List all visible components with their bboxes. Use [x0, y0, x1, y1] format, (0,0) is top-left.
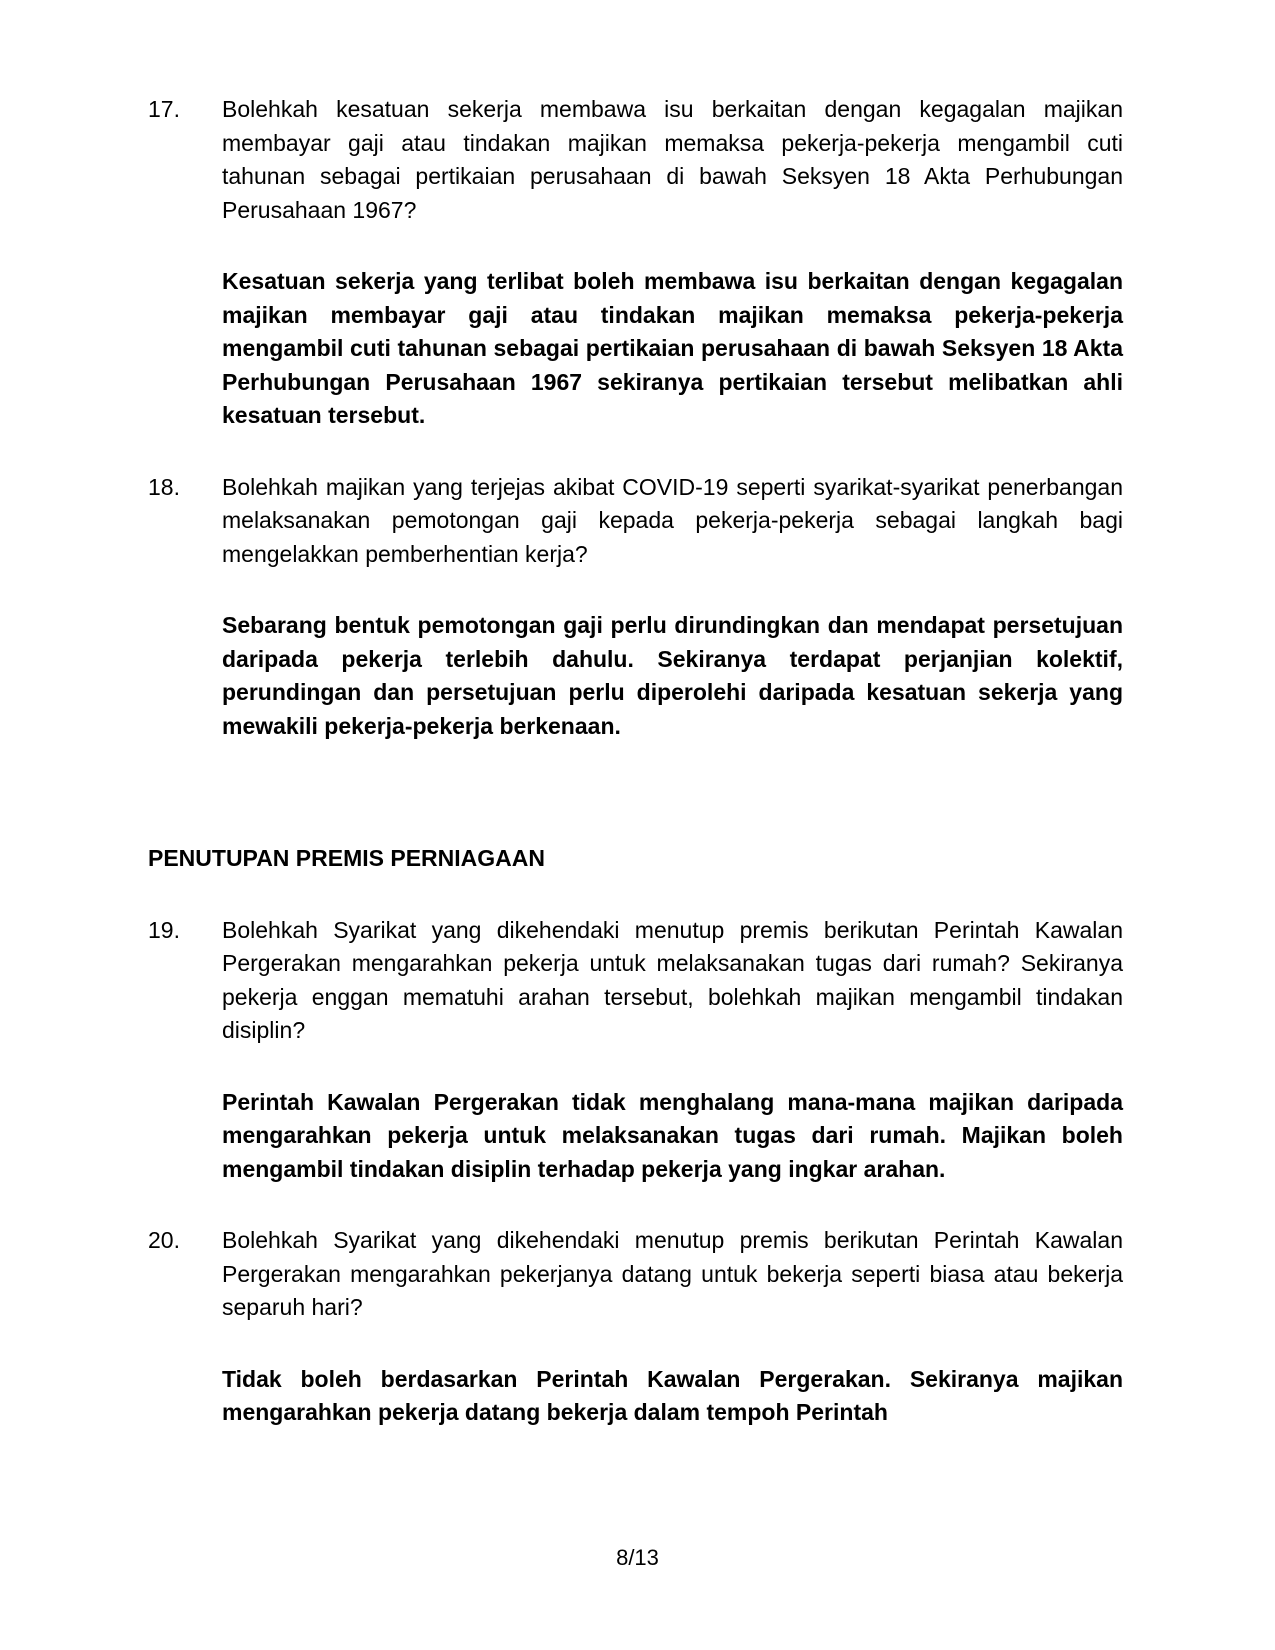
qa-item-18	[148, 471, 1123, 572]
question-text: Bolehkah Syarikat yang dikehendaki menutup premis berikutan Perintah Kawalan Pergerakan mengarahkan pekerja untuk melaksanakan tugas dari rumah? Sekiranya pekerja enggan mematuhi arahan tersebut, bolehkah majikan mengambil tindakan disiplin?	[222, 916, 1123, 1043]
question-number: 17.	[148, 96, 180, 122]
qa-item-17	[148, 93, 1123, 227]
qa-item-20	[148, 1224, 1123, 1325]
question-text: Bolehkah kesatuan sekerja membawa isu berkaitan dengan kegagalan majikan membayar gaji atau tindakan majikan memaksa pekerja-pekerja mengambil cuti tahunan sebagai pertikaian perusahaan di bawah Seksyen 18 Akta Perhubungan Perusahaan 1967?	[222, 96, 1123, 223]
qa-item-19	[148, 914, 1123, 1048]
answer-text: Sebarang bentuk pemotongan gaji perlu dirundingkan dan mendapat persetujuan daripada pekerja terlebih dahulu. Sekiranya terdapat perjanjian kolektif, perundingan dan persetujuan perlu diperolehi daripada kesatuan sekerja yang mewakili pekerja-pekerja berkenaan.	[222, 612, 1123, 739]
question-text: Bolehkah majikan yang terjejas akibat COVID-19 seperti syarikat-syarikat penerbangan melaksanakan pemotongan gaji kepada pekerja-pekerja sebagai langkah bagi mengelakkan pemberhentian kerja?	[222, 473, 1123, 567]
answer-text: Perintah Kawalan Pergerakan tidak menghalang mana-mana majikan daripada mengarahkan pekerja untuk melaksanakan tugas dari rumah. Majikan boleh mengambil tindakan disiplin terhadap pekerja yang ingkar arahan.	[222, 1088, 1123, 1182]
question-number: 18.	[148, 473, 180, 500]
section-heading: PENUTUPAN PREMIS PERNIAGAAN	[148, 845, 545, 871]
question-number: 19.	[148, 916, 180, 943]
document-body	[148, 93, 1123, 1468]
page-number: 8/13	[616, 1545, 659, 1570]
question-number: 20.	[148, 1227, 180, 1253]
question-text: Bolehkah Syarikat yang dikehendaki menutup premis berikutan Perintah Kawalan Pergerakan mengarahkan pekerjanya datang untuk bekerja seperti biasa atau bekerja separuh hari?	[222, 1227, 1123, 1320]
answer-text: Tidak boleh berdasarkan Perintah Kawalan Pergerakan. Sekiranya majikan mengarahkan pekerja datang bekerja dalam tempoh Perintah	[222, 1365, 1123, 1425]
answer-text: Kesatuan sekerja yang terlibat boleh membawa isu berkaitan dengan kegagalan majikan membayar gaji atau tindakan majikan memaksa pekerja-pekerja mengambil cuti tahunan sebagai pertikaian perusahaan di bawah Seksyen 18 Akta Perhubungan Perusahaan 1967 sekiranya pertikaian tersebut melibatkan ahli kesatuan tersebut.	[222, 268, 1123, 428]
